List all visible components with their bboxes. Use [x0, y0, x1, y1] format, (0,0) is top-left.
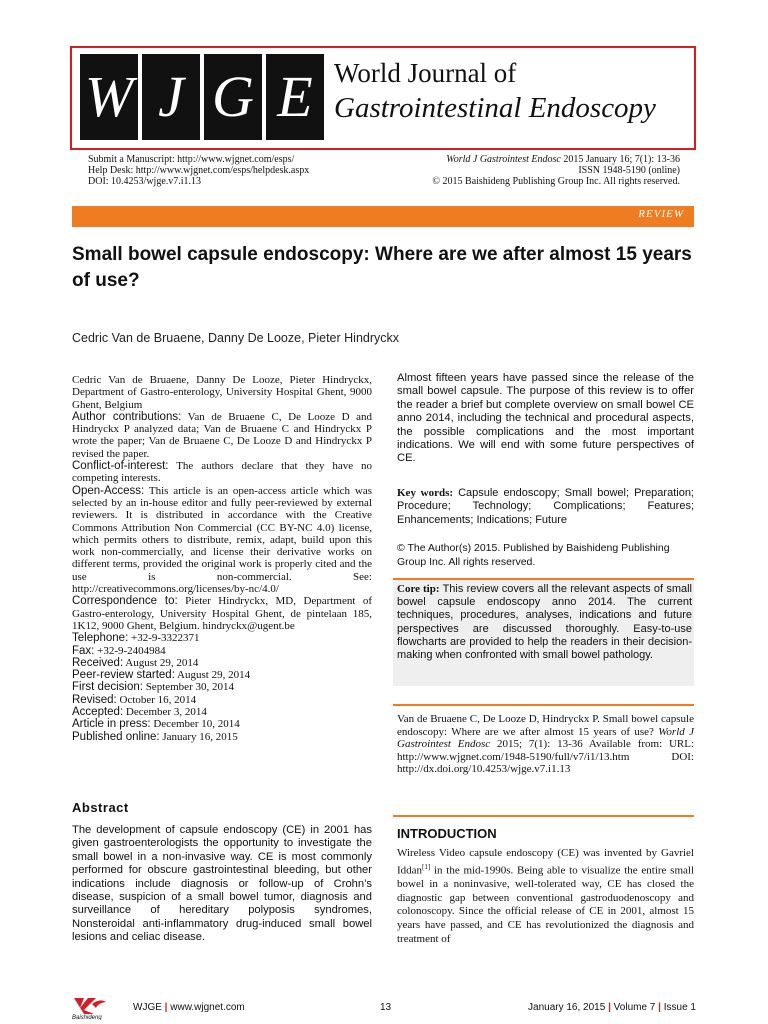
- first-decision-value: September 30, 2014: [142, 681, 234, 694]
- first-decision-label: First decision:: [72, 681, 143, 694]
- in-press-label: Article in press:: [72, 718, 151, 731]
- footer-volume: Volume 7: [613, 1002, 656, 1013]
- citation-text: [397, 713, 694, 776]
- revised-value: October 16, 2014: [116, 693, 197, 706]
- submit-link[interactable]: Submit a Manuscript: http://www.wjgnet.com/esps/: [88, 154, 295, 165]
- telephone-label: Telephone:: [72, 632, 129, 645]
- core-tip-text: This review covers all the relevant aspects of small bowel capsule endoscopy anno 2014. The current techniques, procedures, analyses, indications and future perspectives are discussed thoroughly. Easy-to-use flowcharts are provided to help the readers in their decision-making when confronted with small bowel pathology.: [397, 583, 692, 662]
- citation-part-a: Van de Bruaene C, De Looze D, Hindryckx P. Small bowel capsule endoscopy: Where are we after almost 15 years of use?: [397, 713, 694, 738]
- footer-date: January 16, 2015: [528, 1002, 606, 1013]
- telephone-value: +32-9-3322371: [128, 632, 200, 645]
- citation-top-rule: [393, 704, 694, 706]
- citation-bottom-rule: [393, 815, 694, 817]
- abstract-text: The development of capsule endoscopy (CE) in 2001 has given gastroenterologists the opportunity to investigate the small bowel in a non-invasive way. CE is most commonly performed for obscure gastrointestinal bleeding, but other indications include diagnosis or follow-up of Crohn’s disease, suspicion of a small bowel tumor, diagnosis and surveillance of hereditary polyposis syndromes, Nonsteroidal anti-inflammatory drug-induced small bowel lesions and celiac disease.: [72, 824, 372, 944]
- footer-issue: Issue 1: [663, 1002, 696, 1013]
- summary-text: Almost fifteen years have passed since the release of the small bowel capsule. The purpose of this review is to offer the reader a brief but complete overview on small bowel CE anno 2014, including the technical and procedural aspects, the possible complications and the most important indications. We will end with some future perspectives of CE.: [397, 372, 694, 465]
- copyright-text: © 2015 Baishideng Publishing Group Inc. All rights reserved.: [432, 176, 680, 187]
- footer-journal: WJGE: [133, 1002, 162, 1013]
- correspondence-text: Pieter Hindryckx, MD, Department of Gastro-enterology, University Hospital Ghent, de pintelaan 185, 1K12, 9000 Ghent, Belgium. hindryckx@ugent.be: [72, 595, 372, 632]
- received-value: August 29, 2014: [123, 656, 199, 669]
- introduction-heading: INTRODUCTION: [397, 826, 497, 841]
- issue-info: 2015 January 16; 7(1): 13-36: [560, 154, 680, 165]
- revised-label: Revised:: [72, 693, 117, 706]
- keywords: [397, 487, 694, 527]
- published-value: January 16, 2015: [159, 730, 238, 743]
- in-press-value: December 10, 2014: [150, 718, 240, 731]
- helpdesk-link[interactable]: Help Desk: http://www.wjgnet.com/esps/helpdesk.aspx: [88, 165, 310, 176]
- doi-text: DOI: 10.4253/wjge.v7.i1.13: [88, 176, 202, 187]
- footer-separator: |: [658, 1002, 661, 1013]
- footer-separator: |: [608, 1002, 611, 1013]
- introduction-text: [397, 847, 694, 947]
- footer-right: [528, 1002, 696, 1013]
- accepted-value: December 3, 2014: [123, 706, 207, 719]
- submission-info: [88, 154, 309, 187]
- journal-title-line2: Gastrointestinal Endoscopy: [334, 92, 656, 124]
- correspondence-label: Correspondence to:: [72, 595, 178, 608]
- citation-journal: World J Gastrointest Endosc: [397, 725, 694, 751]
- peer-review-label: Peer-review started:: [72, 669, 175, 682]
- footer-left: [133, 1002, 245, 1013]
- journal-title-line1: World Journal of: [334, 58, 517, 88]
- logo-letter-g: G: [204, 54, 262, 140]
- conflict-label: Conflict-of-interest:: [72, 460, 169, 473]
- intro-ref[interactable]: [1]: [422, 862, 431, 871]
- page-number: 13: [380, 1002, 392, 1013]
- author-list: Cedric Van de Bruaene, Danny De Looze, Pieter Hindryckx: [72, 331, 400, 345]
- contrib-text: Van de Bruaene C, De Looze D and Hindryckx P analyzed data; Van de Bruaene C and Hindryckx P wrote the paper; Van de Bruaene C, De Looze D and Hindryckx P revised the paper.: [72, 410, 372, 460]
- received-label: Received:: [72, 656, 124, 669]
- core-tip-label: Core tip:: [397, 583, 440, 595]
- section-label: REVIEW: [638, 208, 684, 220]
- intro-part-b: in the mid-1990s. Being able to visualize the entire small bowel in a noninvasive, well-tolerated way, CE has closed the diagnostic gap between conventional gastroduodenoscopy and colonoscopy. Since the official release of CE in 2001, almost 15 years have passed, and CE has revolutionized the diagnosis and treatment of: [397, 864, 694, 945]
- accepted-label: Accepted:: [72, 706, 124, 719]
- masthead: [70, 46, 696, 150]
- open-access-label: Open-Access:: [72, 484, 145, 497]
- keywords-text: Capsule endoscopy; Small bowel; Preparation; Procedure; Technology; Complications; Features; Enhancements; Indications; Future: [397, 487, 694, 526]
- fax-value: +32-9-2404984: [94, 644, 166, 657]
- open-access-text: This article is an open-access article which was selected by an in-house editor and fully peer-reviewed by external reviewers. It is distributed in accordance with the Creative Commons Attribution Non Commercial (CC BY-NC 4.0) license, which permits others to distribute, remix, adapt, build upon this work non-commercially, and license their derivative works on different terms, provided the original work is properly cited and the use is non-commercial. See: http://creativecommons.org/licenses/by-nc/4.0/: [72, 484, 372, 596]
- footer-separator: |: [164, 1002, 168, 1013]
- citation-part-b: 2015; 7(1): 13-36 Available from: URL: http://www.wjgnet.com/1948-5190/full/v7/i1/13.htm DOI: http://dx.doi.org/10.4253/wjge.v7.i1.13: [397, 738, 694, 776]
- abstract-heading: Abstract: [72, 800, 129, 815]
- journal-abbrev: World J Gastrointest Endosc: [446, 154, 561, 165]
- article-title: Small bowel capsule endoscopy: Where are we after almost 15 years of use?: [72, 244, 692, 291]
- publisher-logo: [70, 994, 112, 1020]
- logo-letter-e: E: [266, 54, 324, 140]
- logo-letter-w: W: [80, 54, 138, 140]
- logo-letter-j: J: [142, 54, 200, 140]
- intro-part-a: Wireless Video capsule endoscopy (CE) was invented by Gavriel Iddan: [397, 847, 694, 877]
- peer-review-value: August 29, 2014: [174, 669, 251, 682]
- author-copyright: © The Author(s) 2015. Published by Baishideng Publishing Group Inc. All rights reserved.: [397, 542, 670, 568]
- article-info-column: [72, 374, 372, 743]
- keywords-label: Key words:: [397, 487, 454, 499]
- publisher-logo-text: Baishideng: [72, 1015, 102, 1020]
- issn-text: ISSN 1948-5190 (online): [578, 165, 680, 176]
- section-bar: [72, 206, 694, 227]
- affiliation: Cedric Van de Bruaene, Danny De Looze, Pieter Hindryckx, Department of Gastro-enterology, University Hospital Ghent, 9000 Ghent, Belgium: [72, 374, 372, 411]
- journal-citation-info: [432, 154, 680, 187]
- conflict-text: The authors declare that they have no competing interests.: [72, 460, 372, 485]
- footer-url[interactable]: www.wjgnet.com: [170, 1002, 245, 1013]
- core-tip: [397, 583, 692, 662]
- published-label: Published online:: [72, 730, 160, 743]
- contrib-label: Author contributions:: [72, 410, 182, 423]
- fax-label: Fax:: [72, 644, 95, 657]
